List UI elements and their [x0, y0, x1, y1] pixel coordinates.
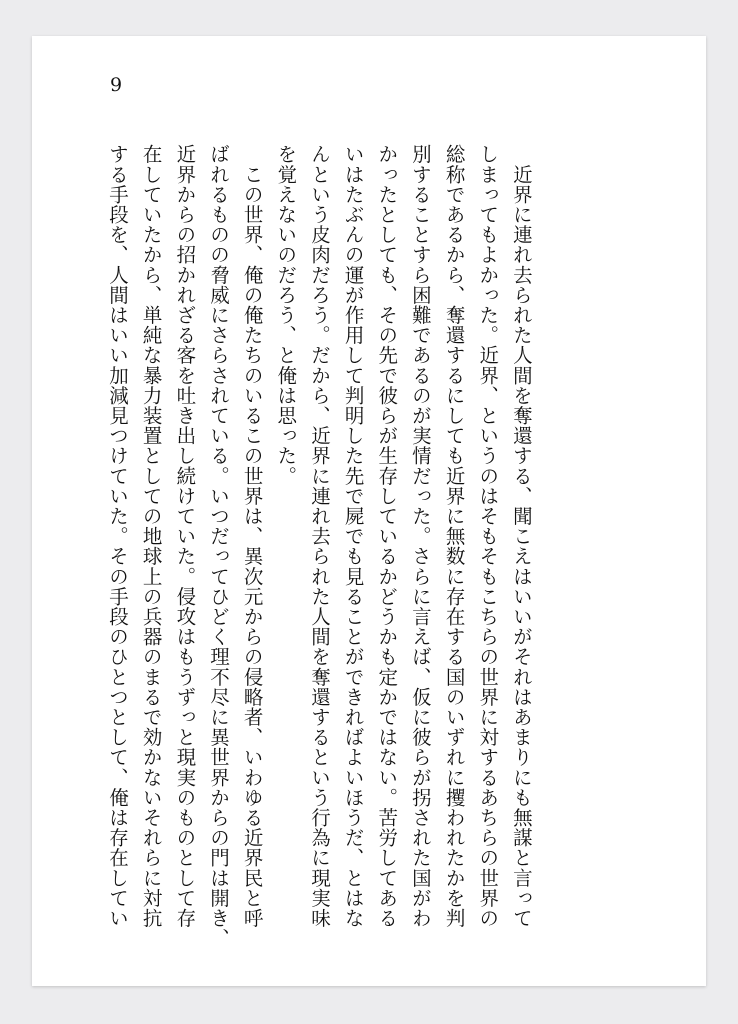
text-column: かったとしても、その先で彼らが生存しているかどうかも定かではない。苦労してある — [375, 144, 399, 928]
text-column: ばれるものの脅威にさらされている。いつだってひどく理不尽に異世界からの門は開き、 — [206, 144, 230, 948]
text-column: を覚えないのだろう、と俺は思った。 — [274, 144, 298, 486]
vertical-text-body — [104, 144, 534, 948]
document-page — [32, 36, 706, 986]
text-column: いはたぶんの運が作用して判明した先で屍でも見ることができればよいほうだ、とはな — [341, 144, 365, 928]
text-column: んという皮肉だろう。だから、近界に連れ去られた人間を奪還するという行為に現実味 — [307, 144, 331, 928]
page-number: 9 — [110, 74, 123, 96]
text-column: しまってもよかった。近界、というのはそもそもこちらの世界に対するあちらの世界の — [476, 144, 500, 928]
text-column: この世界、俺の俺たちのいるこの世界は、異次元からの侵略者、いわゆる近界民と呼 — [240, 144, 264, 928]
text-column: 在していたから、単純な暴力装置としての地球上の兵器のまるで効かないそれらに対抗 — [139, 144, 163, 928]
text-column: 総称であるから、奪還するにしても近界に無数に存在する国のいずれに攫われたかを判 — [442, 144, 466, 928]
text-column: 別することすら困難であるのが実情だった。さらに言えば、仮に彼らが拐された国がわ — [408, 144, 432, 928]
text-column: 近界に連れ去られた人間を奪還する、聞こえはいいがそれはあまりにも無謀と言って — [509, 144, 533, 928]
text-column: 近界からの招かれざる客を吐き出し続けていた。侵攻はもうずっと現実のものとして存 — [173, 144, 197, 928]
text-column: する手段を、人間はいい加減見つけていた。その手段のひとつとして、俺は存在してい — [106, 144, 129, 928]
